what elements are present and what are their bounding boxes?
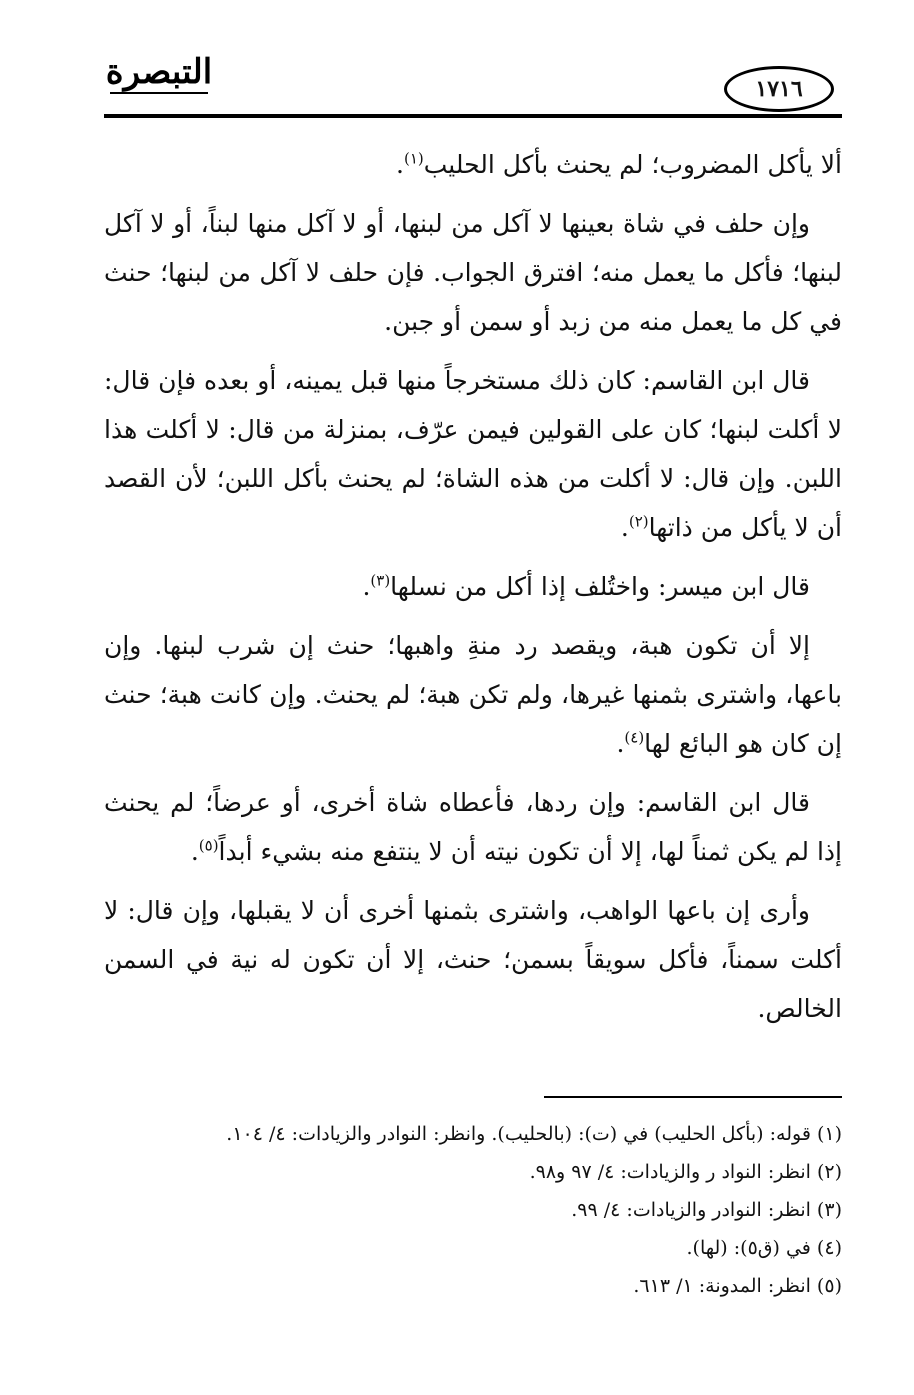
paragraph bbox=[104, 140, 842, 189]
header-rule bbox=[104, 114, 842, 118]
page-number-badge bbox=[724, 66, 834, 112]
footnote-ref: (١) bbox=[403, 149, 424, 168]
footnotes bbox=[104, 1118, 842, 1308]
paragraph bbox=[104, 886, 842, 1033]
book-title bbox=[104, 48, 214, 96]
footnote-separator bbox=[544, 1096, 842, 1098]
paragraph bbox=[104, 562, 842, 611]
paragraph-tail: . bbox=[620, 513, 629, 542]
paragraph-tail: . bbox=[616, 729, 625, 758]
book-title-underline bbox=[110, 92, 208, 94]
paragraph-text: قال ابن القاسم: كان ذلك مستخرجاً منها قبل يمينه، أو بعده فإن قال: لا أكلت لبنها؛ كان على القولين فيمن عرّف، بمنزلة من قال: لا أكلت هذا اللبن. وإن قال: لا أكلت من هذه الشاة؛ لم يحنث بأكل اللبن؛ لأن القصد أن لا يأكل من ذاتها bbox=[104, 366, 842, 542]
paragraph bbox=[104, 199, 842, 346]
paragraph-text: قال ابن القاسم: وإن ردها، فأعطاه شاة أخرى، أو عرضاً؛ لم يحنث إذا لم يكن ثمناً لها، إلا أن تكون نيته أن لا ينتفع منه بشيء أبداً bbox=[104, 788, 842, 866]
footnote: (٤) في (ق٥): (لها). bbox=[686, 1237, 842, 1259]
footnote: (٥) انظر: المدونة: ١/ ٦١٣. bbox=[633, 1275, 842, 1297]
paragraph-tail: . bbox=[362, 572, 371, 601]
main-text bbox=[104, 140, 842, 1043]
paragraph-tail: . bbox=[396, 150, 404, 179]
page-number: ١٧١٦ bbox=[755, 76, 803, 102]
paragraph bbox=[104, 621, 842, 768]
footnote: (٣) انظر: النوادر والزيادات: ٤/ ٩٩. bbox=[571, 1199, 842, 1221]
footnote: (١) قوله: (بأكل الحليب) في (ت): (بالحليب). وانظر: النوادر والزيادات: ٤/ ١٠٤. bbox=[226, 1123, 842, 1145]
footnote-ref: (٣) bbox=[370, 571, 391, 590]
paragraph-text: إلا أن تكون هبة، ويقصد رد منةِ واهبها؛ حنث إن شرب لبنها. وإن باعها، واشترى بثمنها غيرها، ولم تكن هبة؛ لم يحنث. وإن كانت هبة؛ حنث إن كان هو البائع لها bbox=[104, 631, 842, 758]
paragraph-text: قال ابن ميسر: واختُلف إذا أكل من نسلها bbox=[390, 572, 810, 601]
paragraph-tail: . bbox=[190, 837, 199, 866]
paragraph bbox=[104, 778, 842, 876]
paragraph-text: وإن حلف في شاة بعينها لا آكل من لبنها، أو لا آكل منها لبناً، أو لا آكل لبنها؛ فأكل ما يعمل منه؛ افترق الجواب. فإن حلف لا آكل من لبنها؛ حنث في كل ما يعمل منه من زبد أو سمن أو جبن. bbox=[104, 209, 842, 336]
book-title-text: التبصرة bbox=[105, 52, 213, 92]
footnote-ref: (٤) bbox=[624, 728, 645, 747]
paragraph-text: ألا يأكل المضروب؛ لم يحنث بأكل الحليب bbox=[423, 150, 842, 179]
footnote-ref: (٥) bbox=[198, 836, 219, 855]
footnote-ref: (٢) bbox=[628, 512, 649, 531]
paragraph-text: وأرى إن باعها الواهب، واشترى بثمنها أخرى أن لا يقبلها، وإن قال: لا أكلت سمناً، فأكل سويقاً بسمن؛ حنث، إلا أن تكون له نية في السمن الخالص. bbox=[104, 896, 842, 1023]
page-header bbox=[104, 44, 842, 124]
footnote: (٢) انظر: النواد ر والزيادات: ٤/ ٩٧ و٩٨. bbox=[529, 1161, 842, 1183]
paragraph bbox=[104, 356, 842, 552]
